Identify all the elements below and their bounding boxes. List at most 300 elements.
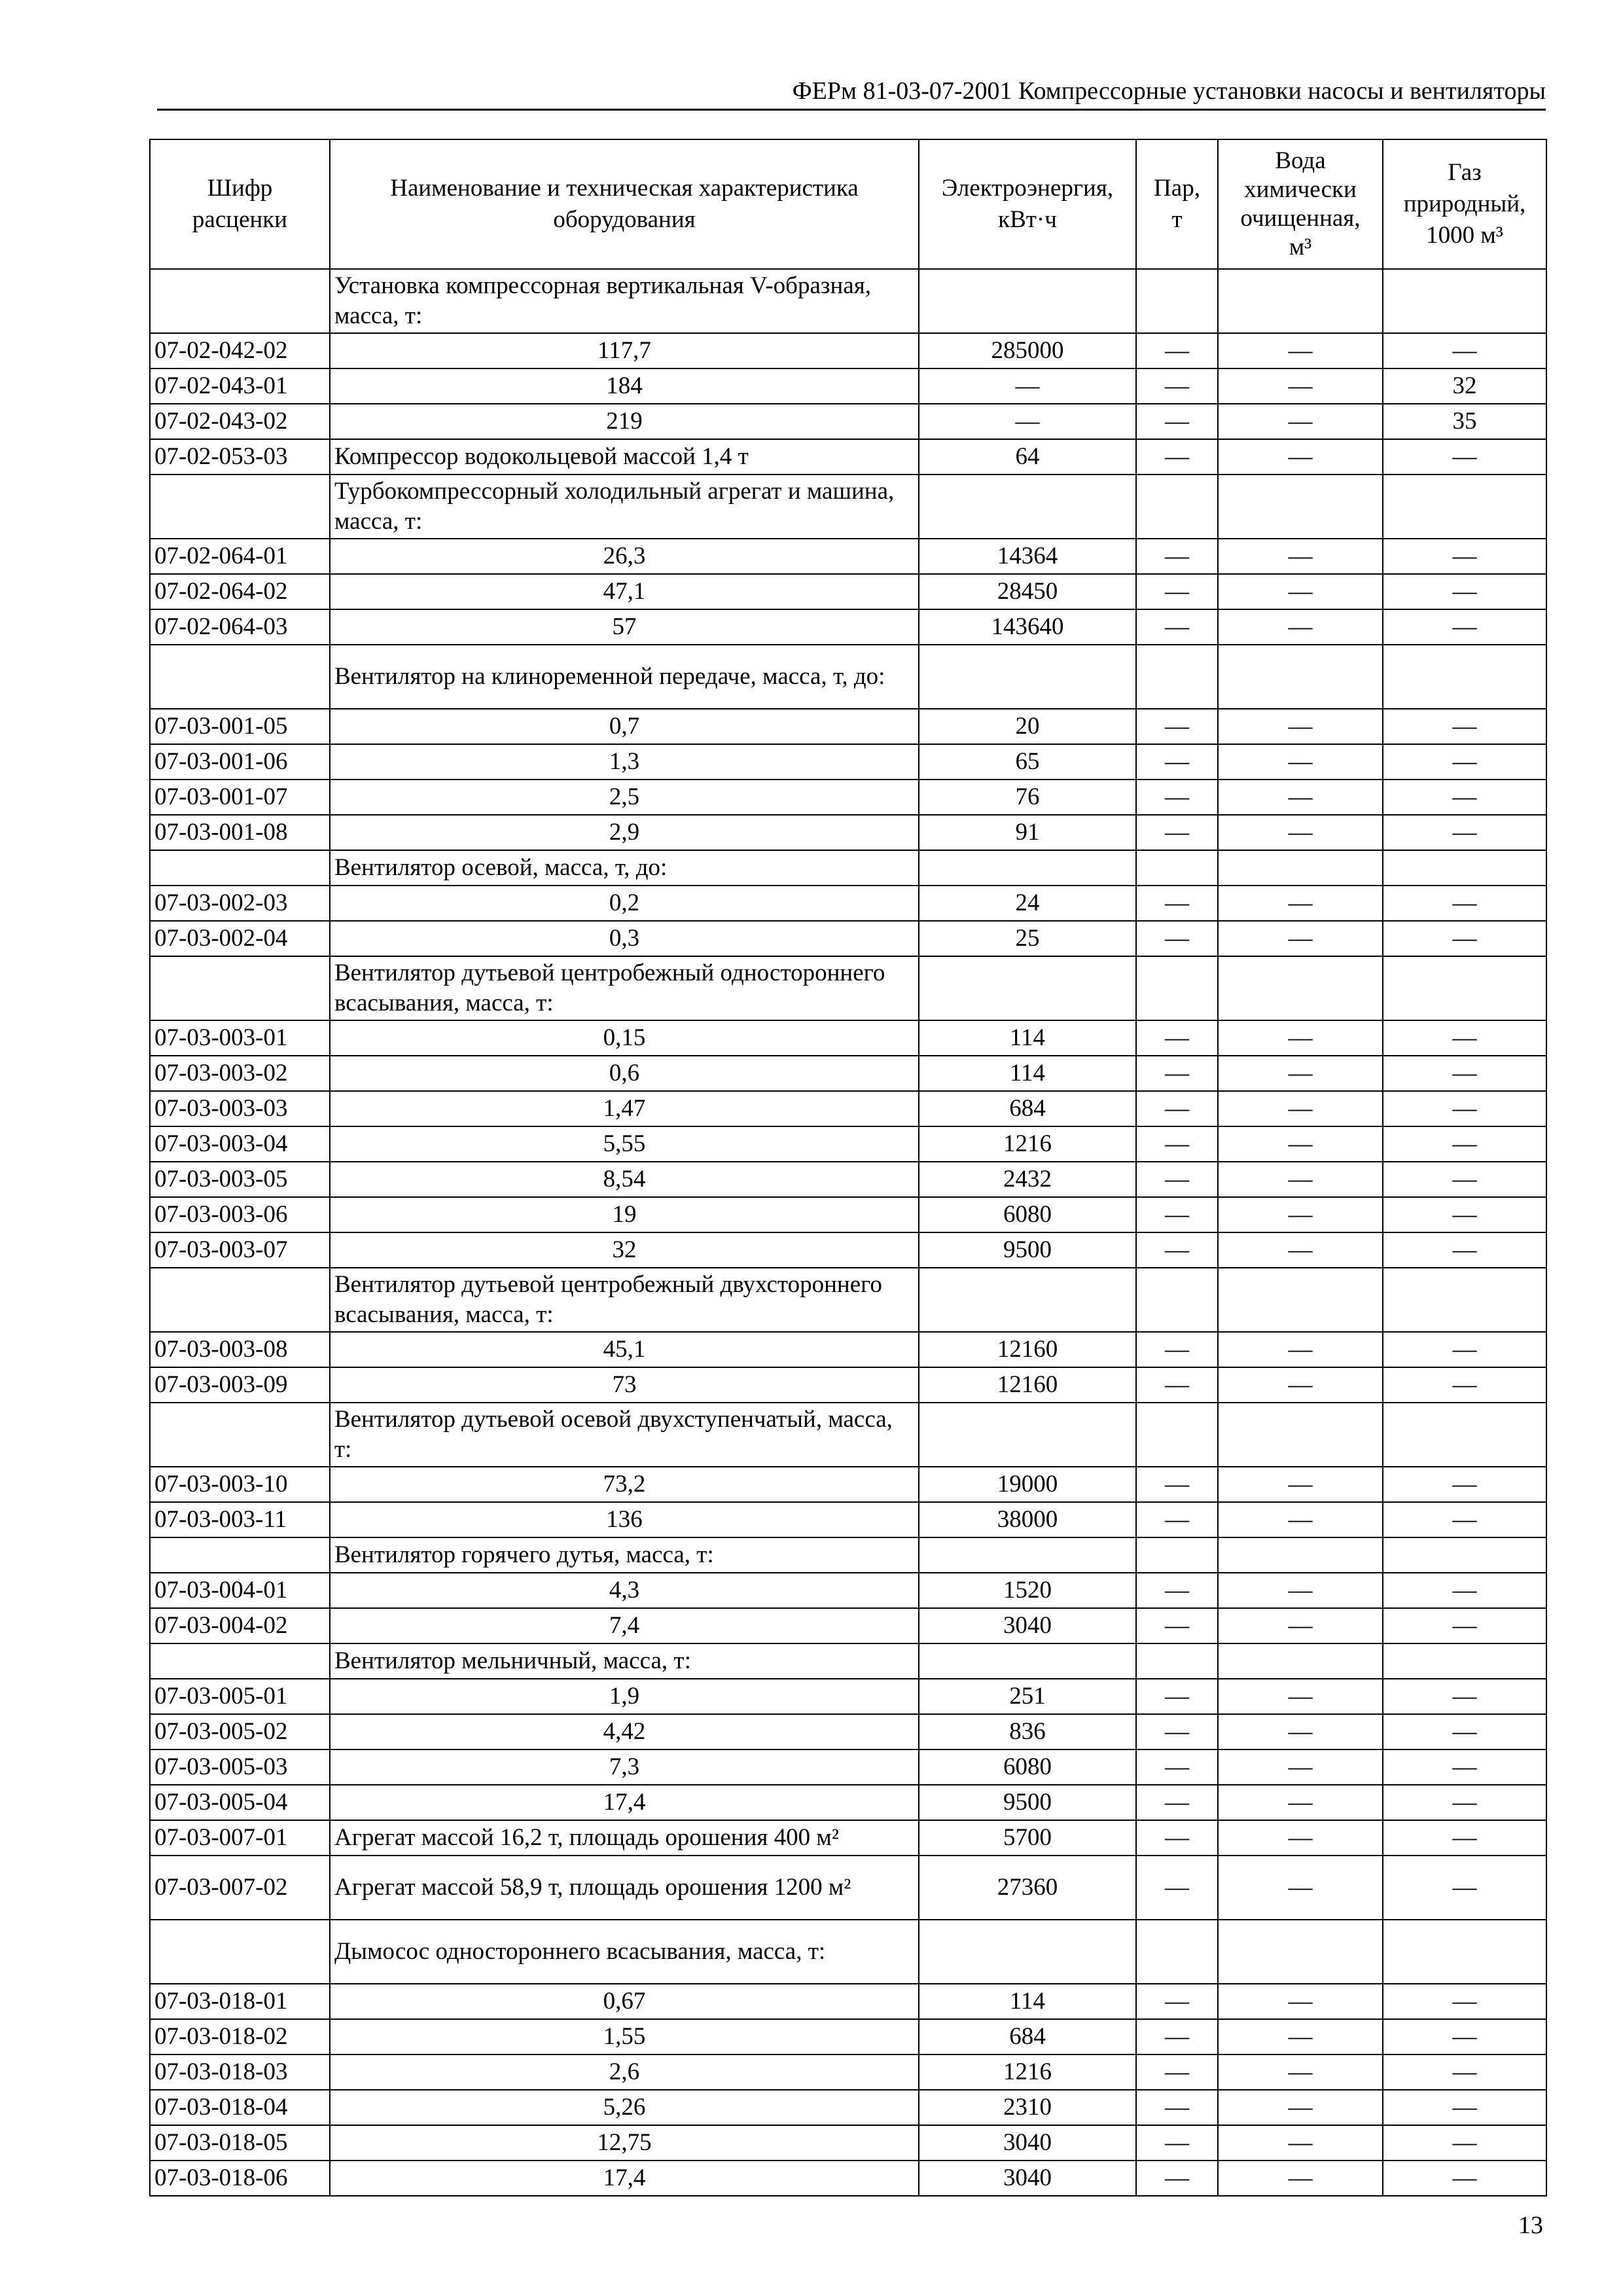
cell-water: — [1218,780,1383,815]
cell-code: 07-03-004-02 [150,1608,330,1643]
cell-gas: — [1383,780,1546,815]
cell-steam: — [1136,2054,1218,2090]
cell-name: 0,2 [330,886,919,921]
cell-electricity: 3040 [919,1608,1136,1643]
cell-steam: — [1136,1984,1218,2019]
section-row [150,956,1546,1020]
col-header-code: Шифр расценки [150,139,330,269]
cell-steam: — [1136,1056,1218,1091]
cell-name: 1,3 [330,744,919,780]
cell-steam [1136,1643,1218,1679]
cell-name: Вентилятор дутьевой осевой двухступенчатый, масса, т: [330,1403,919,1467]
cell-water: — [1218,1785,1383,1820]
cell-electricity: 25 [919,921,1136,956]
cell-code [150,1643,330,1679]
cell-steam: — [1136,1332,1218,1367]
cell-water [1218,1643,1383,1679]
cell-electricity: 5700 [919,1820,1136,1856]
cell-steam: — [1136,2161,1218,2196]
table-row [150,780,1546,815]
cell-steam: — [1136,1502,1218,1537]
section-row [150,1403,1546,1467]
cell-name: 4,3 [330,1573,919,1608]
cell-electricity [919,1920,1136,1984]
cell-gas: — [1383,1091,1546,1126]
cell-steam: — [1136,1162,1218,1197]
cell-name: 17,4 [330,2161,919,2196]
cell-water: — [1218,1162,1383,1197]
cell-steam: — [1136,2125,1218,2161]
cell-gas: — [1383,1502,1546,1537]
table-row [150,404,1546,439]
cell-name: 0,3 [330,921,919,956]
table-row [150,1749,1546,1785]
cell-name: 47,1 [330,574,919,609]
cell-electricity: 19000 [919,1467,1136,1502]
cell-water [1218,850,1383,886]
col-header-steam: Пар, т [1136,139,1218,269]
cell-water: — [1218,709,1383,744]
cell-electricity: 9500 [919,1232,1136,1268]
cell-name: 0,15 [330,1020,919,1056]
cell-electricity [919,1268,1136,1332]
cell-water: — [1218,2019,1383,2054]
cell-gas [1383,1268,1546,1332]
cell-gas: — [1383,1126,1546,1162]
cell-water: — [1218,1679,1383,1714]
cell-code [150,269,330,333]
cell-steam: — [1136,1367,1218,1403]
cell-name: Турбокомпрессорный холодильный агрегат и машина, масса, т: [330,475,919,539]
cell-name: 219 [330,404,919,439]
cell-steam: — [1136,439,1218,475]
cell-steam [1136,645,1218,709]
cell-steam: — [1136,709,1218,744]
table-row [150,1820,1546,1856]
cell-steam: — [1136,1020,1218,1056]
table-row [150,1056,1546,1091]
section-row [150,1643,1546,1679]
cell-gas: — [1383,2161,1546,2196]
cell-name: 73 [330,1367,919,1403]
cell-code: 07-03-003-11 [150,1502,330,1537]
cell-electricity: 27360 [919,1856,1136,1920]
cell-steam [1136,1403,1218,1467]
cell-water: — [1218,815,1383,850]
table-row [150,709,1546,744]
cell-gas: — [1383,886,1546,921]
cell-water: — [1218,1367,1383,1403]
table-row [150,2090,1546,2125]
cell-water: — [1218,539,1383,574]
cell-electricity: 285000 [919,333,1136,368]
cell-gas: — [1383,1679,1546,1714]
cell-gas: — [1383,1820,1546,1856]
cell-code: 07-02-042-02 [150,333,330,368]
cell-gas: — [1383,333,1546,368]
cell-gas: — [1383,539,1546,574]
running-header [157,73,1546,111]
cell-electricity: 684 [919,1091,1136,1126]
cell-water: — [1218,609,1383,645]
cell-steam: — [1136,574,1218,609]
cell-code: 07-03-018-03 [150,2054,330,2090]
cell-gas: — [1383,1232,1546,1268]
cell-electricity: 114 [919,1020,1136,1056]
cell-electricity: 836 [919,1714,1136,1749]
cell-name: Агрегат массой 16,2 т, площадь орошения 400 м² [330,1820,919,1856]
cell-electricity: 114 [919,1056,1136,1091]
cell-water [1218,1268,1383,1332]
section-row [150,1268,1546,1332]
table-body [150,269,1546,2196]
cell-code: 07-03-018-04 [150,2090,330,2125]
cell-electricity [919,645,1136,709]
cell-steam: — [1136,368,1218,404]
cell-electricity: 65 [919,744,1136,780]
cell-steam [1136,1537,1218,1573]
cell-code: 07-03-002-04 [150,921,330,956]
cell-water [1218,475,1383,539]
cell-steam: — [1136,1126,1218,1162]
cell-code: 07-03-003-05 [150,1162,330,1197]
cell-name: 0,67 [330,1984,919,2019]
cell-gas: — [1383,1056,1546,1091]
cell-code: 07-03-003-10 [150,1467,330,1502]
cell-steam: — [1136,404,1218,439]
table-row [150,1467,1546,1502]
table-row [150,1608,1546,1643]
cell-name: 7,3 [330,1749,919,1785]
cell-code: 07-03-003-07 [150,1232,330,1268]
cell-code [150,645,330,709]
cell-electricity: 684 [919,2019,1136,2054]
cell-name: 1,9 [330,1679,919,1714]
cell-gas [1383,1920,1546,1984]
cell-gas: — [1383,744,1546,780]
cell-electricity: 2310 [919,2090,1136,2125]
cell-name: 2,5 [330,780,919,815]
cell-code: 07-03-003-04 [150,1126,330,1162]
cell-electricity [919,269,1136,333]
cell-gas: — [1383,1467,1546,1502]
cell-code [150,1403,330,1467]
table-row [150,2161,1546,2196]
document-title: ФЕРм 81-03-07-2001 Компрессорные установки насосы и вентиляторы [792,77,1546,105]
cell-gas: — [1383,2054,1546,2090]
cell-gas: — [1383,1573,1546,1608]
cell-steam: — [1136,886,1218,921]
cell-water: — [1218,1020,1383,1056]
table-row [150,574,1546,609]
table-row [150,1502,1546,1537]
cell-steam: — [1136,1785,1218,1820]
cell-code: 07-03-003-01 [150,1020,330,1056]
cell-gas: — [1383,574,1546,609]
cell-gas: — [1383,1856,1546,1920]
cell-name: Вентилятор мельничный, масса, т: [330,1643,919,1679]
cell-gas: — [1383,1367,1546,1403]
cell-name: 1,55 [330,2019,919,2054]
cell-water: — [1218,1856,1383,1920]
cell-gas: — [1383,921,1546,956]
cell-water: — [1218,1467,1383,1502]
cell-water: — [1218,744,1383,780]
cell-electricity: 9500 [919,1785,1136,1820]
cell-water: — [1218,1714,1383,1749]
cell-name: 8,54 [330,1162,919,1197]
cell-steam: — [1136,2090,1218,2125]
cell-code [150,475,330,539]
table-row [150,886,1546,921]
col-header-gas: Газ природный, 1000 м³ [1383,139,1546,269]
cell-code: 07-03-003-06 [150,1197,330,1232]
cell-water: — [1218,1573,1383,1608]
cell-water: — [1218,1126,1383,1162]
cell-name: 7,4 [330,1608,919,1643]
cell-gas: — [1383,1020,1546,1056]
cell-water: — [1218,1232,1383,1268]
cell-electricity: 64 [919,439,1136,475]
cell-code [150,956,330,1020]
table-row [150,1232,1546,1268]
cell-water [1218,1920,1383,1984]
table-row [150,368,1546,404]
cell-water: — [1218,1749,1383,1785]
cell-name: 5,26 [330,2090,919,2125]
table-row [150,1984,1546,2019]
cell-water [1218,269,1383,333]
cell-name: Вентилятор дутьевой центробежный одностороннего всасывания, масса, т: [330,956,919,1020]
cell-electricity: 3040 [919,2161,1136,2196]
cell-code: 07-03-018-05 [150,2125,330,2161]
cell-steam: — [1136,1197,1218,1232]
cell-code: 07-03-004-01 [150,1573,330,1608]
cell-water: — [1218,439,1383,475]
cell-name: 12,75 [330,2125,919,2161]
table-row [150,1679,1546,1714]
table-row [150,539,1546,574]
cell-code [150,1268,330,1332]
cell-name: 26,3 [330,539,919,574]
cell-gas: — [1383,1197,1546,1232]
cell-electricity: 1216 [919,2054,1136,2090]
cell-name: Установка компрессорная вертикальная V-образная, масса, т: [330,269,919,333]
cell-name: 136 [330,1502,919,1537]
cell-code: 07-03-005-04 [150,1785,330,1820]
cell-water: — [1218,368,1383,404]
cell-water: — [1218,333,1383,368]
cell-water: — [1218,2125,1383,2161]
cell-steam [1136,850,1218,886]
cell-water: — [1218,1608,1383,1643]
cell-steam: — [1136,1749,1218,1785]
cell-water: — [1218,1056,1383,1091]
cell-electricity: 6080 [919,1197,1136,1232]
cell-name: Компрессор водокольцевой массой 1,4 т [330,439,919,475]
cell-name: 19 [330,1197,919,1232]
cell-code [150,850,330,886]
table-row [150,815,1546,850]
cell-gas: — [1383,1785,1546,1820]
cell-steam [1136,1920,1218,1984]
section-row [150,1537,1546,1573]
cell-code: 07-03-007-02 [150,1856,330,1920]
cell-water: — [1218,1984,1383,2019]
cell-water: — [1218,2161,1383,2196]
cell-gas: — [1383,1332,1546,1367]
cell-gas: 35 [1383,404,1546,439]
cell-water [1218,1403,1383,1467]
cell-steam: — [1136,815,1218,850]
table-row [150,1367,1546,1403]
cell-gas [1383,956,1546,1020]
col-header-electricity: Электроэнергия, кВт·ч [919,139,1136,269]
cell-name: Вентилятор на клиноременной передаче, масса, т, до: [330,645,919,709]
cell-water: — [1218,2054,1383,2090]
cell-name: 184 [330,368,919,404]
cell-steam [1136,475,1218,539]
cell-electricity: 76 [919,780,1136,815]
cell-code: 07-03-018-02 [150,2019,330,2054]
table-row [150,744,1546,780]
cell-name: 2,6 [330,2054,919,2090]
cell-code [150,1920,330,1984]
cell-steam: — [1136,609,1218,645]
cell-name: 4,42 [330,1714,919,1749]
cell-code: 07-03-001-05 [150,709,330,744]
cell-name: 57 [330,609,919,645]
cell-name: Дымосос одностороннего всасывания, масса, т: [330,1920,919,1984]
cell-steam: — [1136,921,1218,956]
cell-gas [1383,1537,1546,1573]
cell-code [150,1537,330,1573]
table-row [150,1091,1546,1126]
cell-code: 07-02-053-03 [150,439,330,475]
cell-water: — [1218,921,1383,956]
table-row [150,1714,1546,1749]
cell-water: — [1218,886,1383,921]
cell-electricity: — [919,368,1136,404]
cell-name: Агрегат массой 58,9 т, площадь орошения 1200 м² [330,1856,919,1920]
cell-steam: — [1136,1679,1218,1714]
cell-steam: — [1136,1856,1218,1920]
table-row [150,1197,1546,1232]
cell-gas: — [1383,1162,1546,1197]
cell-water: — [1218,1502,1383,1537]
cell-gas: — [1383,709,1546,744]
cell-water: — [1218,404,1383,439]
cell-electricity: 28450 [919,574,1136,609]
cell-name: 5,55 [330,1126,919,1162]
cell-gas [1383,1643,1546,1679]
cell-code: 07-03-003-08 [150,1332,330,1367]
cell-name: 17,4 [330,1785,919,1820]
cell-gas: — [1383,439,1546,475]
cell-electricity: 1520 [919,1573,1136,1608]
cell-name: Вентилятор осевой, масса, т, до: [330,850,919,886]
cell-gas [1383,269,1546,333]
cell-steam: — [1136,1232,1218,1268]
cell-code: 07-03-007-01 [150,1820,330,1856]
table-row [150,1020,1546,1056]
cell-steam: — [1136,1820,1218,1856]
cell-electricity: 3040 [919,2125,1136,2161]
cell-electricity: 114 [919,1984,1136,2019]
cell-code: 07-03-003-02 [150,1056,330,1091]
cell-name: Вентилятор дутьевой центробежный двухстороннего всасывания, масса, т: [330,1268,919,1332]
cell-electricity: 6080 [919,1749,1136,1785]
col-header-name: Наименование и техническая характеристика оборудования [330,139,919,269]
cell-gas [1383,1403,1546,1467]
cell-code: 07-02-064-02 [150,574,330,609]
cell-electricity: 38000 [919,1502,1136,1537]
cell-electricity: 12160 [919,1332,1136,1367]
cell-electricity [919,1403,1136,1467]
section-row [150,269,1546,333]
cell-gas: — [1383,2125,1546,2161]
cell-steam: — [1136,1714,1218,1749]
cell-water [1218,1537,1383,1573]
cell-gas: — [1383,1714,1546,1749]
section-row [150,850,1546,886]
cell-code: 07-02-043-01 [150,368,330,404]
cell-gas: — [1383,1984,1546,2019]
cell-steam: — [1136,1573,1218,1608]
cell-steam [1136,269,1218,333]
cell-name: Вентилятор горячего дутья, масса, т: [330,1537,919,1573]
table-row [150,609,1546,645]
cell-code: 07-03-001-06 [150,744,330,780]
cell-code: 07-03-018-06 [150,2161,330,2196]
cell-code: 07-03-018-01 [150,1984,330,2019]
cell-water [1218,956,1383,1020]
cell-water [1218,645,1383,709]
table-row [150,333,1546,368]
section-row [150,645,1546,709]
cell-gas [1383,645,1546,709]
cell-steam [1136,1268,1218,1332]
cell-electricity: 2432 [919,1162,1136,1197]
cell-name: 0,7 [330,709,919,744]
cell-electricity: 91 [919,815,1136,850]
cell-steam: — [1136,2019,1218,2054]
cell-electricity [919,475,1136,539]
table-row [150,439,1546,475]
table-row [150,1856,1546,1920]
cell-steam: — [1136,1467,1218,1502]
table-row [150,921,1546,956]
cell-electricity: 143640 [919,609,1136,645]
cell-electricity: 20 [919,709,1136,744]
section-row [150,475,1546,539]
table-row [150,1785,1546,1820]
cell-code: 07-03-001-08 [150,815,330,850]
cell-gas: — [1383,2019,1546,2054]
cell-code: 07-03-003-03 [150,1091,330,1126]
cell-name: 1,47 [330,1091,919,1126]
cell-electricity [919,850,1136,886]
table-row [150,1126,1546,1162]
cell-gas: — [1383,2090,1546,2125]
cell-name: 73,2 [330,1467,919,1502]
cell-name: 45,1 [330,1332,919,1367]
cell-gas: — [1383,815,1546,850]
cell-water: — [1218,1197,1383,1232]
cell-electricity: 12160 [919,1367,1136,1403]
table-header-row [150,139,1546,269]
cell-code: 07-03-005-02 [150,1714,330,1749]
